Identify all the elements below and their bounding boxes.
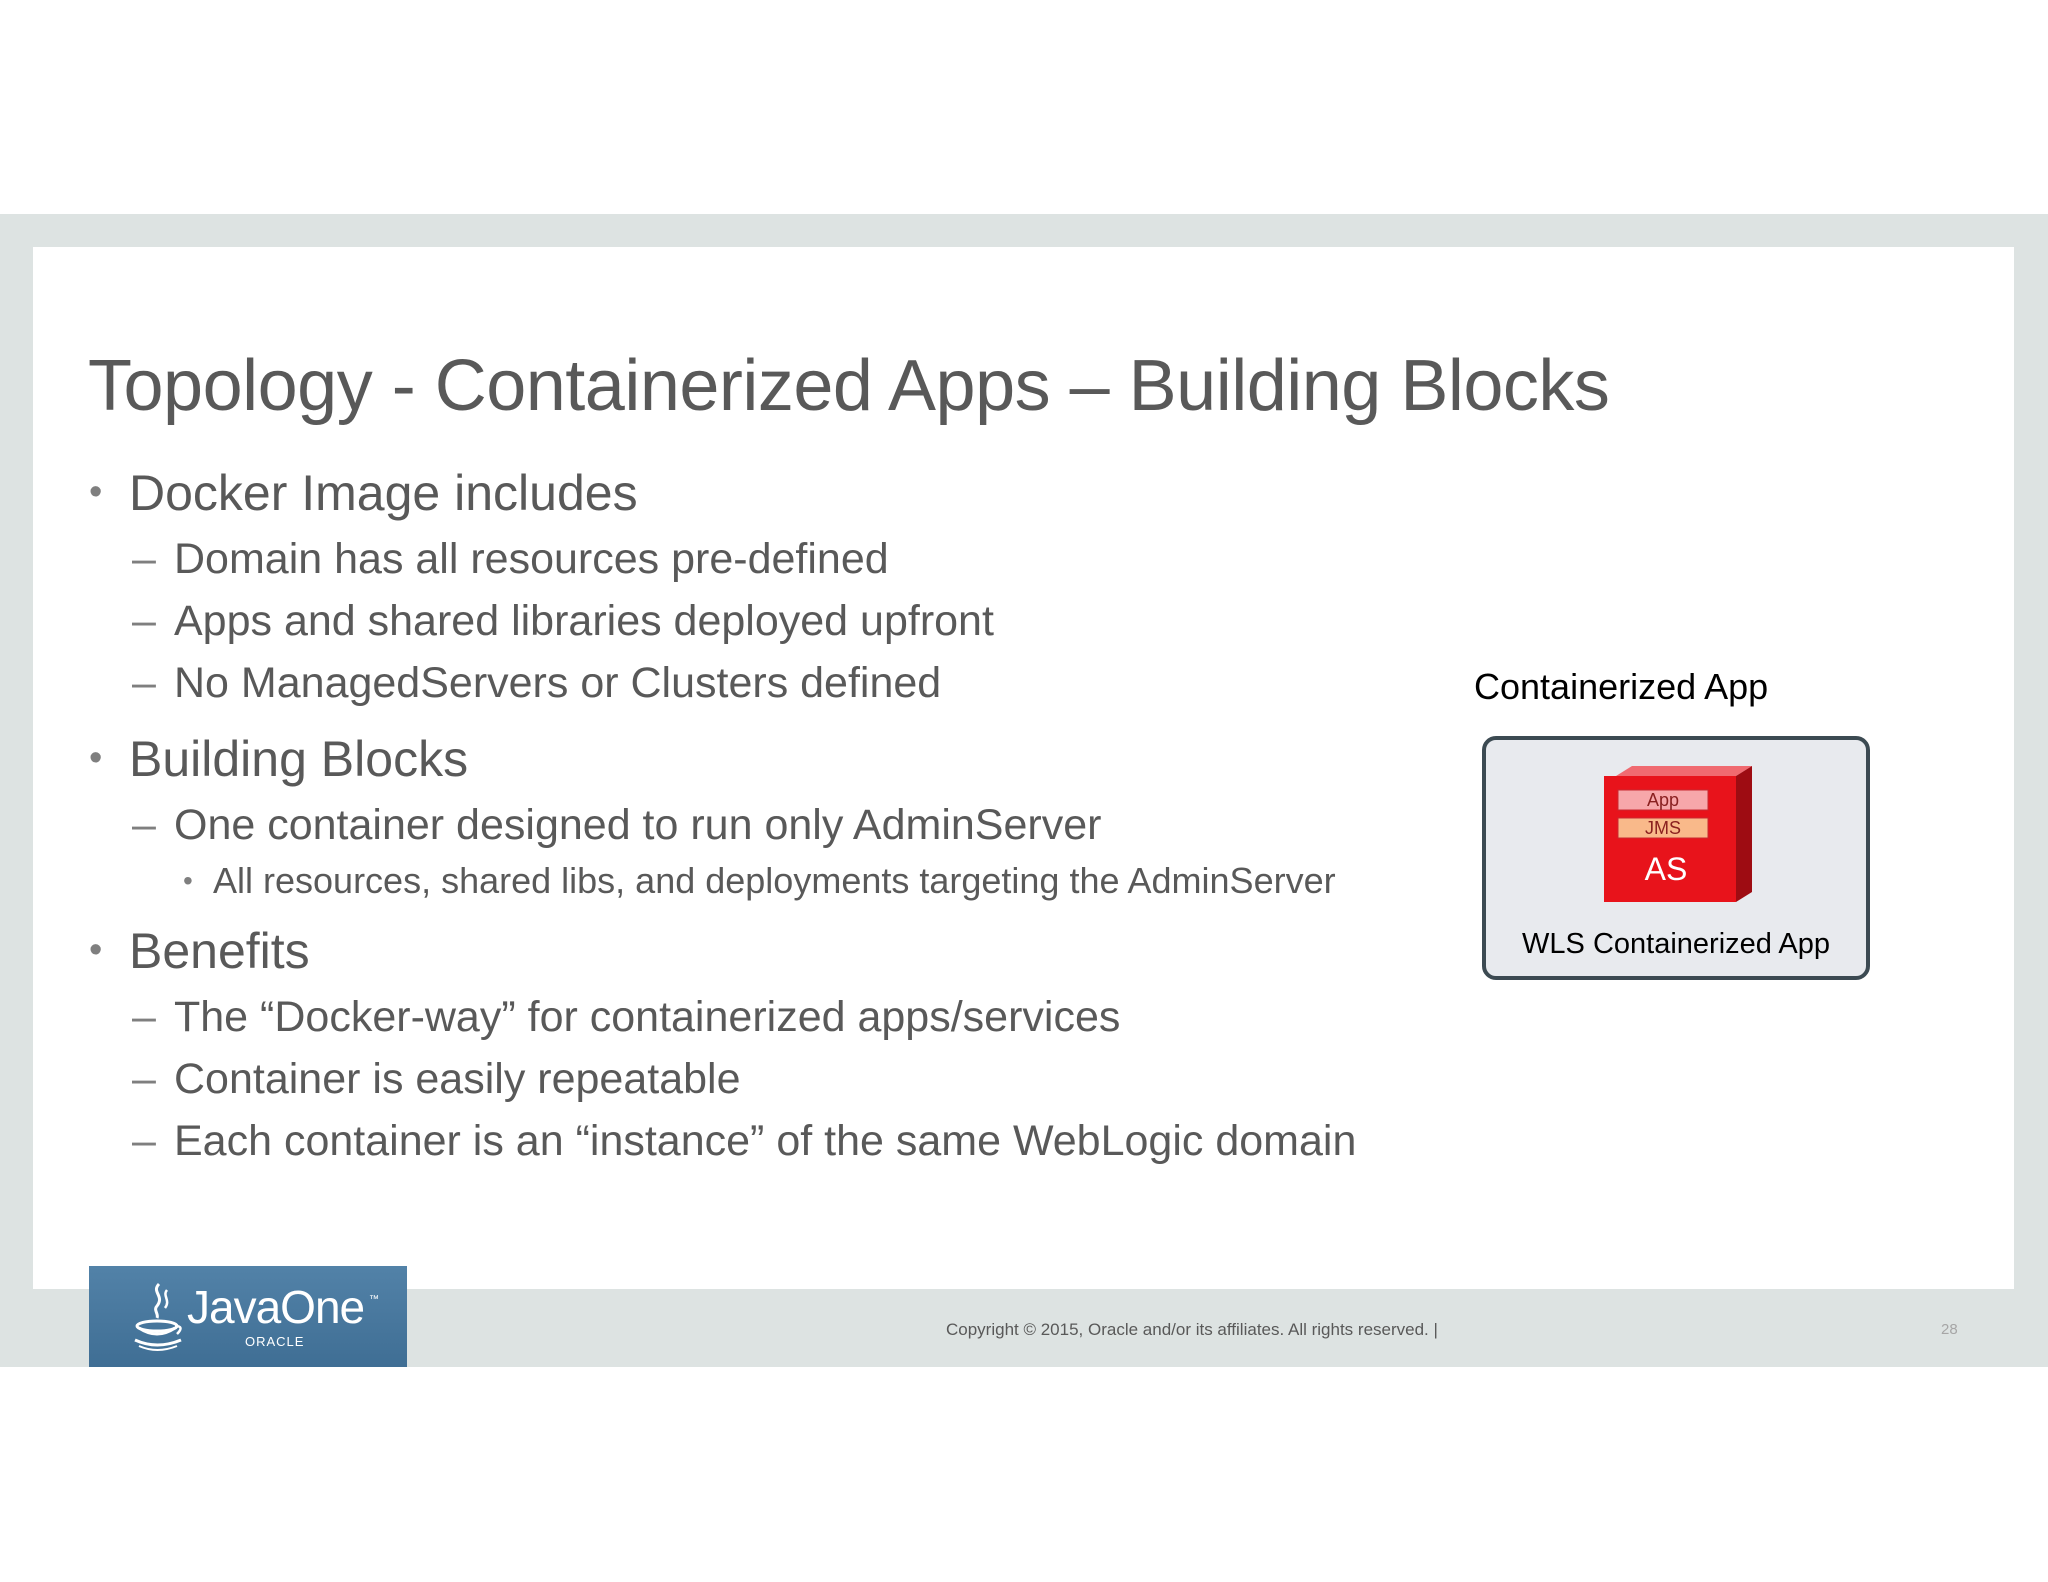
dash-marker: – [132,801,156,849]
bullet-text: Docker Image includes [129,465,638,521]
sub-bullet-text: No ManagedServers or Clusters defined [174,659,942,707]
sub-sub-bullet [183,860,1336,902]
container-caption: WLS Containerized App [1522,928,1830,960]
dash-marker: – [132,659,156,707]
bullet-text: Building Blocks [129,731,469,787]
sub-bullet [132,1055,741,1104]
container-box [1482,736,1870,980]
dot-marker: • [183,865,193,896]
page-number: 28 [1941,1321,1958,1338]
dash-marker: – [132,597,156,645]
sub-sub-bullet-text: All resources, shared libs, and deployments targeting the AdminServer [213,860,1336,901]
dash-marker: – [132,993,156,1041]
dash-marker: – [132,1055,156,1103]
cube-layer-app-label: App [1646,790,1680,810]
bullet-marker: • [89,471,103,513]
bullet-marker: • [89,737,103,779]
logo-wordmark: JavaOne [187,1281,365,1333]
slide-title: Topology - Containerized Apps – Building Blocks [88,346,1610,426]
logo-trademark: ™ [369,1294,379,1305]
sub-bullet-text: One container designed to run only AdminServer [174,801,1102,849]
copyright-text: Copyright © 2015, Oracle and/or its affiliates. All rights reserved. | [946,1320,1438,1339]
app-server-cube-icon [1604,766,1754,912]
diagram-heading: Containerized App [1474,666,1769,707]
cube-top-face [1616,766,1752,776]
sub-bullet-text: Domain has all resources pre-defined [174,535,889,583]
bullet-text: Benefits [129,923,310,979]
dash-marker: – [132,535,156,583]
sub-bullet [132,659,942,708]
sub-bullet-text: Container is easily repeatable [174,1055,741,1103]
cube-side-face [1736,766,1752,902]
sub-bullet [132,993,1121,1042]
dash-marker: – [132,1117,156,1165]
cube-layer-jms-label: JMS [1645,818,1681,838]
sub-bullet-text: The “Docker-way” for containerized apps/services [174,993,1121,1041]
sub-bullet [132,597,994,646]
java-cup-icon [129,1280,185,1354]
sub-bullet [132,1117,1357,1166]
sub-bullet [132,535,889,584]
cube-as-label: AS [1644,851,1688,887]
logo-oracle-text: ORACLE [245,1334,305,1349]
bullet-docker-image [89,464,638,522]
sub-bullet-text: Each container is an “instance” of the same WebLogic domain [174,1117,1357,1165]
bullet-benefits [89,922,310,980]
bullet-building-blocks [89,730,469,788]
bullet-marker: • [89,929,103,971]
sub-bullet-text: Apps and shared libraries deployed upfront [174,597,994,645]
sub-bullet [132,801,1102,850]
javaone-logo [89,1266,407,1367]
